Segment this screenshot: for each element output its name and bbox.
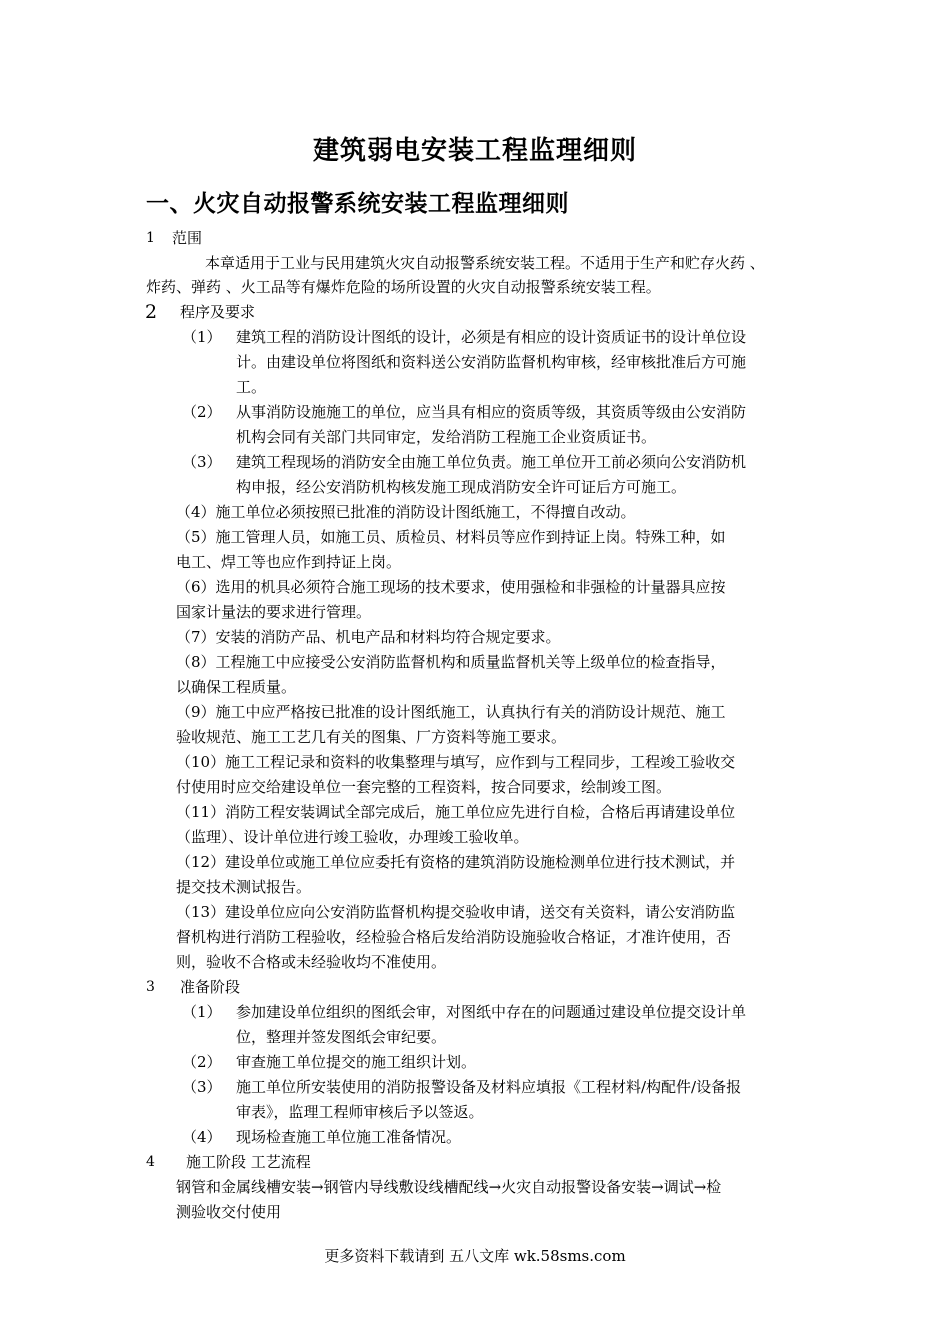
list-item-line: 位，整理并签发图纸会审纪要。 (236, 1028, 447, 1046)
list-item-line: 施工单位所安装使用的消防报警设备及材料应填报《工程材料/构配件/设备报 (236, 1078, 742, 1096)
paragraph-line: （8）工程施工中应接受公安消防监督机构和质量监督机关等上级单位的检查指导， (176, 653, 726, 671)
list-item-line: 审查施工单位提交的施工组织计划。 (236, 1053, 477, 1071)
chapter-heading: 一、火灾自动报警系统安装工程监理细则 (146, 191, 569, 217)
paragraph-line: （9）施工中应严格按已批准的设计图纸施工，认真执行有关的消防设计规范、施工 (176, 703, 726, 721)
section-4-number: 4 (146, 1154, 155, 1170)
paragraph-line: 以确保工程质量。 (176, 678, 297, 696)
list-item-line: 参加建设单位组织的图纸会审，对图纸中存在的问题通过建设单位提交设计单 (236, 1003, 747, 1021)
list-item-line: 审表》，监理工程师审核后予以签返。 (236, 1103, 484, 1121)
list-marker: （2） (182, 403, 222, 421)
list-item-line: 机构会同有关部门共同审定，发给消防工程施工企业资质证书。 (236, 428, 657, 446)
list-item-line: 建筑工程现场的消防安全由施工单位负责。施工单位开工前必须向公安消防机 (236, 453, 747, 471)
list-marker: （1） (182, 328, 222, 346)
list-marker: （3） (182, 453, 222, 471)
section-1-number: 1 (146, 230, 155, 246)
paragraph-line: （10）施工工程记录和资料的收集整理与填写，应作到与工程同步，工程竣工验收交 (176, 753, 736, 771)
list-item-line: 现场检查施工单位施工准备情况。 (236, 1128, 462, 1146)
paragraph-line: （6）选用的机具必须符合施工现场的技术要求，使用强检和非强检的计量器具应按 (176, 578, 726, 596)
paragraph-line: （4）施工单位必须按照已批准的消防设计图纸施工，不得擅自改动。 (176, 503, 636, 521)
section-4-title: 施工阶段 工艺流程 (186, 1153, 311, 1171)
paragraph-line: 电工、焊工等也应作到持证上岗。 (176, 553, 402, 571)
list-item-line: 从事消防设施施工的单位，应当具有相应的资质等级，其资质等级由公安消防 (236, 403, 747, 421)
paragraph-line: （13）建设单位应向公安消防监督机构提交验收申请，送交有关资料，请公安消防监 (176, 903, 736, 921)
paragraph-line: （11）消防工程安装调试全部完成后，施工单位应先进行自检，合格后再请建设单位 (176, 803, 736, 821)
list-item-line: 构申报，经公安消防机构核发施工现成消防安全许可证后方可施工。 (236, 478, 687, 496)
paragraph-line: 付使用时应交给建设单位一套完整的工程资料，按合同要求，绘制竣工图。 (176, 778, 672, 796)
process-flow-line: 钢管和金属线槽安装→钢管内导线敷设线槽配线→火灾自动报警设备安装→调试→检 (176, 1178, 722, 1196)
paragraph-line: 国家计量法的要求进行管理。 (176, 603, 372, 621)
paragraph-line: （监理）、设计单位进行竣工验收，办理竣工验收单。 (176, 828, 529, 846)
list-item-line: 建筑工程的消防设计图纸的设计，必须是有相应的设计资质证书的设计单位设 (236, 328, 747, 346)
paragraph-line: （12）建设单位或施工单位应委托有资格的建筑消防设施检测单位进行技术测试，并 (176, 853, 736, 871)
list-item-line: 工。 (236, 378, 267, 396)
list-marker: （2） (182, 1053, 222, 1071)
list-marker: （1） (182, 1003, 222, 1021)
list-item-line: 计。由建设单位将图纸和资料送公安消防监督机构审核，经审核批准后方可施 (236, 353, 747, 371)
document-title: 建筑弱电安装工程监理细则 (312, 136, 637, 166)
paragraph-line: 提交技术测试报告。 (176, 878, 312, 896)
footer-note: 更多资料下载请到 五八文库 wk.58sms.com (324, 1247, 626, 1265)
section-1-para-line-2: 炸药、弹药 、火工品等有爆炸危险的场所设置的火灾自动报警系统安装工程。 (146, 278, 661, 296)
section-2-title: 程序及要求 (180, 303, 256, 321)
list-marker: （3） (182, 1078, 222, 1096)
paragraph-line: 督机构进行消防工程验收，经检验合格后发给消防设施验收合格证，才准许使用，否 (176, 928, 732, 946)
paragraph-line: 验收规范、施工工艺几有关的图集、厂方资料等施工要求。 (176, 728, 567, 746)
section-3-number: 3 (146, 979, 155, 995)
section-1-para-line-1: 本章适用于工业与民用建筑火灾自动报警系统安装工程。不适用于生产和贮存火药 、 (205, 254, 765, 272)
list-marker: （4） (182, 1128, 222, 1146)
paragraph-line: （5）施工管理人员，如施工员、质检员、材料员等应作到持证上岗。特殊工种，如 (176, 528, 726, 546)
section-3-title: 准备阶段 (180, 978, 241, 996)
section-2-number: 2 (145, 301, 158, 323)
paragraph-line: （7）安装的消防产品、机电产品和材料均符合规定要求。 (176, 628, 561, 646)
paragraph-line: 则，验收不合格或未经验收均不准使用。 (176, 953, 447, 971)
process-flow-line: 测验收交付使用 (176, 1203, 282, 1221)
section-1-title: 范围 (172, 229, 203, 247)
